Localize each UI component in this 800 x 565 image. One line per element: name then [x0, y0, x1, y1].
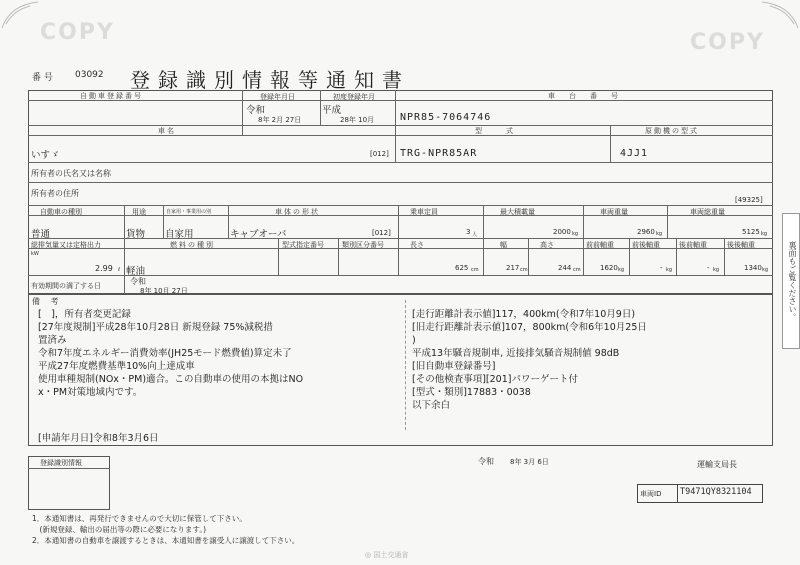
remark-right-line: [その他検査事項][201]パワーゲート付 — [412, 374, 578, 385]
type-cert-label: 型式指定番号 — [282, 241, 324, 249]
remark-left-line: 置済み — [38, 335, 67, 346]
body-code: [012] — [372, 229, 391, 237]
weight-label: 車両重量 — [600, 208, 628, 216]
gross-label: 車両総重量 — [690, 208, 725, 216]
note-line: (新規登録、輸出の届出等の際に必要になります。) — [32, 525, 207, 534]
rf-axle-unit: kg — [713, 267, 720, 273]
remark-right-line: [型式・類別]17883・0038 — [412, 387, 531, 398]
use-value: 貨物 — [126, 229, 146, 240]
remark-left-line: 令和7年度エネルギー消費効率(JH25モード燃費値)算定未了 — [38, 348, 292, 359]
width-label: 幅 — [500, 241, 507, 249]
expiry-label: 有効期間の満了する日 — [31, 282, 101, 290]
side-note: 裏面もご覧ください。 — [782, 213, 800, 349]
reg-number-label: 自動車登録番号 — [80, 92, 143, 100]
use-label: 用途 — [132, 208, 146, 216]
footer-logo — [365, 550, 408, 560]
engine-label: 原動機の型式 — [645, 127, 699, 135]
fr-axle-value: - — [660, 264, 663, 272]
reg-date-label: 登録年月日 — [260, 93, 295, 101]
first-reg-era: 平成 — [322, 105, 342, 116]
displacement-label: 総排気量又は定格出力 — [31, 241, 101, 249]
height-label: 高さ — [540, 241, 554, 249]
capacity-label: 乗車定員 — [410, 208, 438, 216]
displacement-unit: kW — [31, 251, 39, 257]
model-label: 型式 — [475, 127, 537, 135]
model-value: TRG-NPR85AR — [400, 148, 478, 159]
gross-unit: kg — [761, 231, 768, 237]
ff-axle-label: 前前軸重 — [586, 241, 614, 249]
owner-name-label: 所有者の氏名又は名称 — [31, 169, 111, 178]
body-value: キャブオーバ — [230, 229, 287, 240]
remark-left-line: [ ]，所有者変更記録 — [38, 309, 131, 320]
doc-number-value: 03092 — [75, 70, 104, 80]
gross-value: 5125 — [742, 228, 760, 236]
remark-right-line: [旧自動車登録番号] — [412, 361, 496, 372]
reg-era: 令和 — [246, 105, 266, 116]
body-label: 車体の形状 — [275, 208, 320, 216]
length-unit: cm — [471, 267, 479, 273]
class-label: 類別区分番号 — [342, 241, 384, 249]
width-value: 217 — [506, 264, 520, 272]
length-value: 625 — [455, 264, 469, 272]
remarks-left — [38, 308, 303, 399]
expiry-era: 令和 — [130, 277, 146, 286]
max-load-label: 最大積載量 — [500, 208, 535, 216]
chassis-value: NPR85-7064746 — [400, 112, 492, 123]
ff-axle-unit: kg — [618, 267, 625, 273]
remark-right-line: 以下余白 — [412, 400, 451, 411]
fuel-label: 燃料の種別 — [170, 241, 215, 249]
remark-right-line: [旧走行距離計表示値]107，800km(令和6年10月25日 — [412, 322, 647, 333]
maker-label: 車名 — [158, 127, 176, 135]
office-name: 運輸支局長 — [697, 460, 737, 469]
displacement-value: 2.99 — [95, 264, 113, 273]
issue-era: 令和 — [478, 457, 494, 466]
maker-code: [012] — [370, 150, 389, 158]
remark-left-line: [27年度規制]平成28年10月28日 新規登録 75%減税措 — [38, 322, 273, 333]
remark-left-line: 平成27年度燃費基準10%向上達成車 — [38, 361, 195, 372]
private-value: 自家用 — [165, 229, 194, 240]
car-id-value: T9471QY8321104 — [680, 487, 752, 497]
rf-axle-value: - — [707, 264, 710, 272]
note-line: 1．本通知書は、再発行できませんので大切に保管して下さい。 — [32, 514, 247, 523]
reg-date: 8年 2月 27日 — [258, 116, 302, 124]
copy-watermark-right: COPY — [690, 30, 765, 55]
engine-value: 4JJ1 — [620, 148, 649, 159]
car-id-label: 車両ID — [640, 490, 662, 498]
capacity-unit: 人 — [472, 232, 478, 238]
ministry-logo-text: 国土交通省 — [373, 551, 409, 559]
weight-value: 2960 — [637, 228, 655, 236]
doc-number-label: 番 号 — [32, 73, 53, 83]
ff-axle-value: 1620 — [600, 264, 618, 272]
kind-value: 普通 — [31, 229, 51, 240]
fr-axle-label: 前後軸重 — [632, 241, 660, 249]
max-load-value: 2000 — [553, 228, 571, 236]
rf-axle-label: 後前軸重 — [679, 241, 707, 249]
reg-info-label: 登録識別情報 — [40, 459, 82, 467]
remark-right-line: [走行距離計表示値]117，400km(令和7年10月9日) — [412, 309, 636, 320]
owner-address-code: [49325] — [735, 196, 763, 204]
fuel-value: 軽油 — [126, 266, 146, 277]
capacity-value: 3 — [466, 228, 471, 236]
private-label: 自家用・事業用の別 — [166, 209, 212, 215]
width-unit: cm — [520, 267, 528, 273]
expiry-date: 8年 10月 27日 — [140, 287, 188, 295]
issue-date: 8年 3月 6日 — [510, 458, 549, 466]
remark-left-line: x・PM対策地域内です。 — [38, 387, 143, 398]
first-reg-date: 28年 10月 — [340, 116, 375, 124]
remarks-right — [412, 308, 647, 412]
rr-axle-unit: kg — [762, 267, 769, 273]
note-line: 2．本通知書の自動車を譲渡するときは、本通知書を譲受人に譲渡して下さい。 — [32, 536, 300, 545]
remark-right-line: ) — [412, 335, 416, 346]
notes — [32, 513, 299, 546]
rr-axle-value: 1340 — [744, 264, 762, 272]
corner-ornament-icon — [0, 0, 40, 30]
application-date: [申請年月日]令和8年3月6日 — [38, 433, 159, 444]
owner-address-label: 所有者の住所 — [31, 189, 79, 198]
chassis-label: 車台番号 — [548, 92, 632, 100]
page-title: 登録識別情報等通知書 — [130, 68, 410, 92]
fr-axle-unit: kg — [666, 267, 673, 273]
remarks-label: 備 考 — [32, 297, 63, 306]
rr-axle-label: 後後軸重 — [727, 241, 755, 249]
remark-right-line: 平成13年騒音規制車, 近接排気騒音規制値 98dB — [412, 348, 620, 359]
kind-label: 自動車の種別 — [40, 208, 82, 216]
weight-unit: kg — [656, 231, 663, 237]
ministry-logo-icon: ◎ — [365, 551, 372, 559]
copy-watermark-left: COPY — [40, 20, 115, 45]
first-reg-label: 初度登録年月 — [333, 93, 375, 101]
corner-ornament-right-icon — [760, 0, 800, 30]
displacement-value-unit: ℓ — [118, 267, 121, 273]
height-unit: cm — [573, 267, 581, 273]
remark-left-line: 使用車種規制(NOx・PM)適合。この自動車の使用の本拠はNO — [38, 374, 304, 385]
maker-value: いすゞ — [31, 150, 60, 161]
length-label: 長さ — [410, 241, 424, 249]
max-load-unit: kg — [572, 231, 579, 237]
height-value: 244 — [558, 264, 572, 272]
